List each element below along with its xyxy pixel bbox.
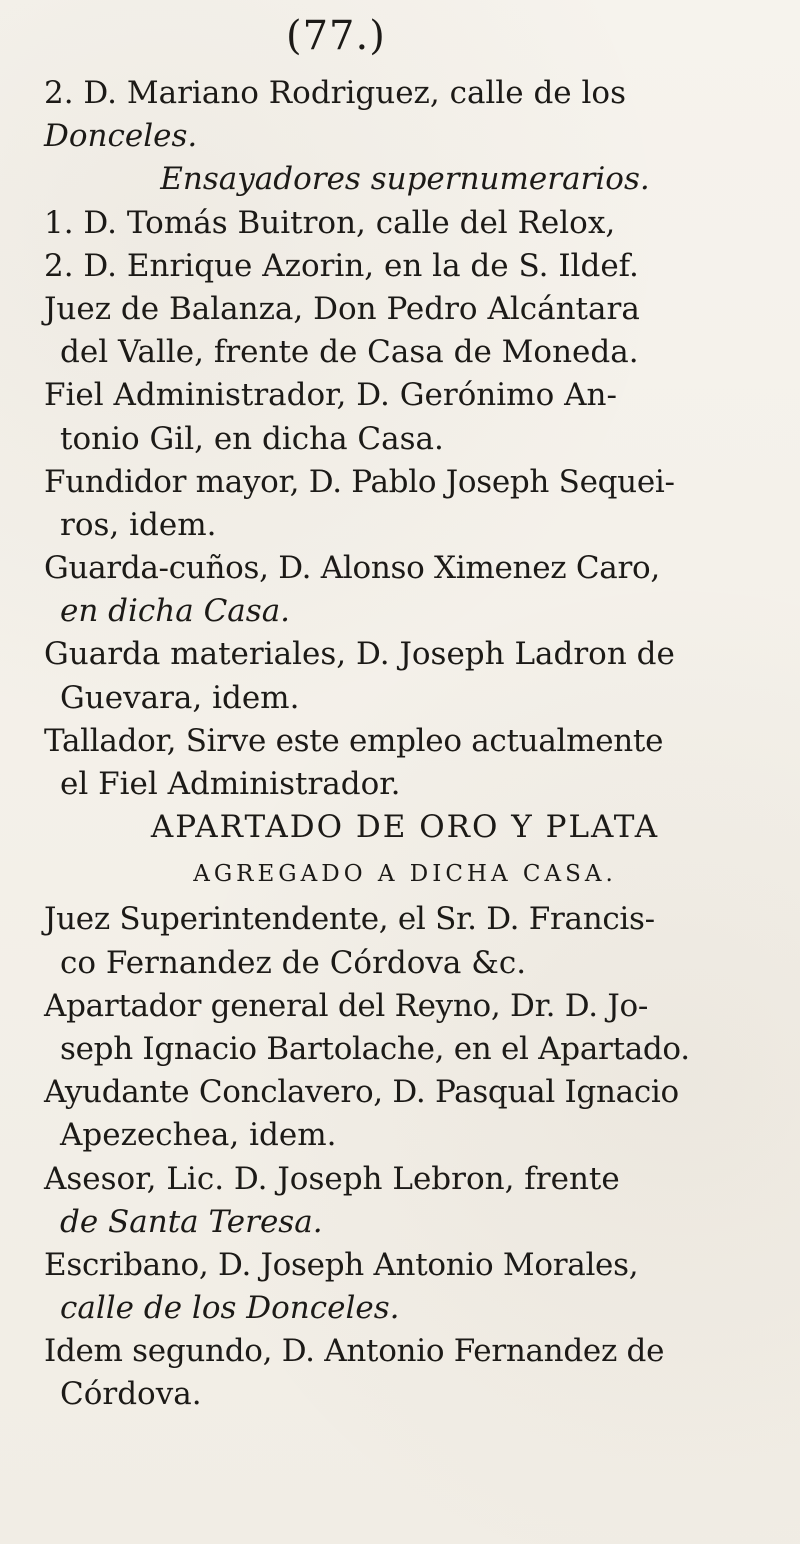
section-subheading: AGREGADO A DICHA CASA. <box>193 861 617 888</box>
text-line: Fundidor mayor, D. Pablo Joseph Sequei- <box>44 463 675 500</box>
text-line: Córdova. <box>60 1376 202 1413</box>
text-line: seph Ignacio Bartolache, en el Apartado. <box>60 1030 690 1067</box>
text-line: Juez Superintendente, el Sr. D. Francis- <box>44 901 655 938</box>
text-line: 1. D. Tomás Buitron, calle del Relox, <box>44 204 616 241</box>
text-line: calle de los Donceles. <box>60 1290 400 1327</box>
page-number: (77.) <box>286 13 386 59</box>
text-line: Apartador general del Reyno, Dr. D. Jo- <box>44 987 649 1024</box>
text-line: Ayudante Conclavero, D. Pasqual Ignacio <box>44 1074 679 1111</box>
text-line: Escribano, D. Joseph Antonio Morales, <box>44 1246 639 1283</box>
text-line: Apezechea, idem. <box>60 1117 337 1154</box>
text-line: en dicha Casa. <box>60 593 291 630</box>
text-line: Guevara, idem. <box>60 679 300 716</box>
text-line: Fiel Administrador, D. Gerónimo An- <box>44 377 617 414</box>
text-line: Donceles. <box>44 118 198 155</box>
text-line: co Fernandez de Córdova &c. <box>60 944 527 981</box>
text-line: Idem segundo, D. Antonio Fernandez de <box>44 1333 665 1370</box>
text-line: del Valle, frente de Casa de Moneda. <box>60 334 639 371</box>
text-line: Juez de Balanza, Don Pedro Alcántara <box>44 290 640 327</box>
text-line: 2. D. Enrique Azorin, en la de S. Ildef. <box>44 247 639 284</box>
text-line: ros, idem. <box>60 506 217 543</box>
section-heading: Ensayadores supernumerarios. <box>160 161 650 198</box>
text-line: Tallador, Sirve este empleo actualmente <box>44 722 664 759</box>
text-line: Guarda-cuños, D. Alonso Ximenez Caro, <box>44 550 660 587</box>
text-line: el Fiel Administrador. <box>60 766 401 802</box>
text-line: Asesor, Lic. D. Joseph Lebron, frente <box>44 1160 620 1197</box>
page-text <box>44 72 766 1417</box>
text-line: de Santa Teresa. <box>60 1203 323 1240</box>
text-line: tonio Gil, en dicha Casa. <box>60 420 444 457</box>
section-heading: APARTADO DE ORO Y PLATA <box>150 809 660 846</box>
text-line: Guarda materiales, D. Joseph Ladron de <box>44 636 675 673</box>
text-line: 2. D. Mariano Rodriguez, calle de los <box>44 75 626 111</box>
